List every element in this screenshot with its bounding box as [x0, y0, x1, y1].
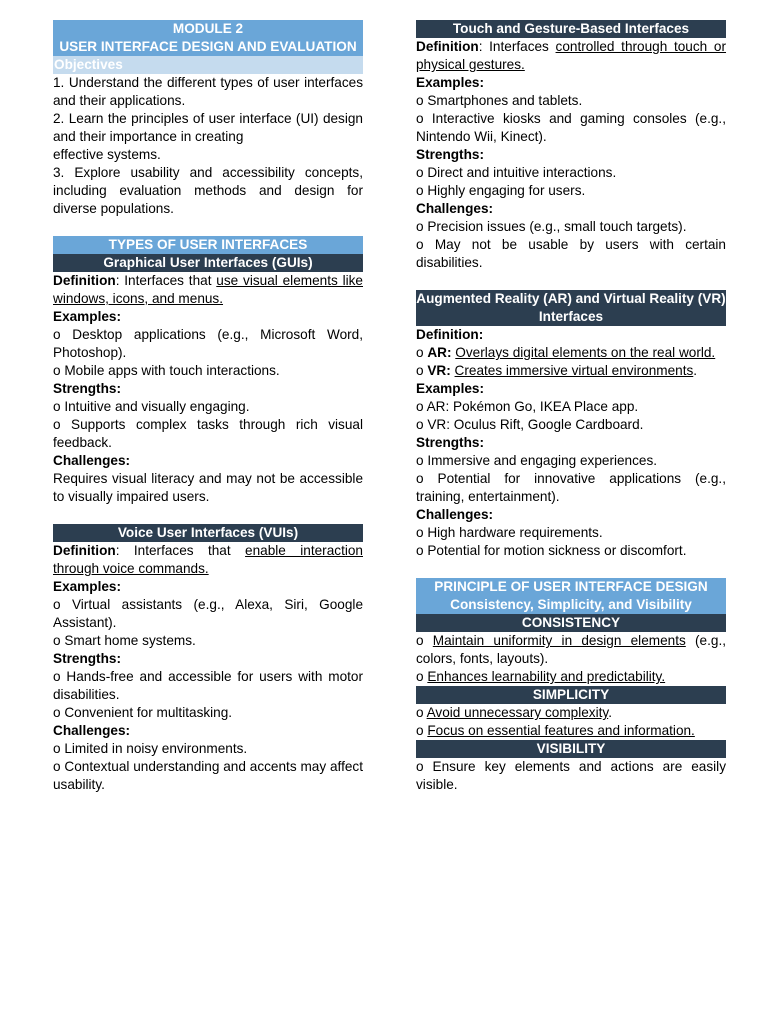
gui-examples-label: Examples — [53, 309, 117, 324]
arvr-challenge-1: o High hardware requirements. — [416, 525, 603, 540]
gui-strength-2: o Supports complex tasks through rich visual feedback. — [53, 417, 363, 450]
vui-strengths-label: Strengths — [53, 651, 117, 666]
left-column: MODULE 2 USER INTERFACE DESIGN AND EVALUATION Objectives 1. Understand the different types of user interfaces and their applications. 2. Learn the principles of user interface (UI) design and their importance in creating effective systems. 3. Explore usability and accessibility concepts, including evaluation methods and design for diverse populations. TYPES OF USER INTERFACES Graphical User Interfaces (GUIs) Definition: Interfaces that use visual elements like windows, icons, and menus. Examples: o Desktop applications (e.g., Microsoft Word, Photoshop). o Mobile apps with touch interactions. Strengths: o Intuitive and visually engaging. o Supports complex tasks through rich visual feedback. Challenges: Requires visual literacy and may not be accessible to visually impaired users. Voice User Interfaces (VUIs) Definition: Interfaces that enable interaction through voice commands. Examples: o Virtual assistants (e.g., Alexa, Siri, Google Assistant). o Smart home systems. Strengths: o Hands-free and accessible for users with motor disabilities. o Convenient for multitasking. Challenges: o Limited in noisy environments. o Contextual understanding and accents may affect usability. — [53, 21, 363, 792]
arvr-challenges-label: Challenges — [416, 507, 489, 522]
consistency-heading: CONSISTENCY — [416, 614, 726, 632]
visibility-heading: VISIBILITY — [416, 740, 726, 758]
gui-challenges-label: Challenges — [53, 453, 126, 468]
vui-heading: Voice User Interfaces (VUIs) — [53, 524, 363, 542]
right-column: Touch and Gesture-Based Interfaces Definition: Interfaces controlled through touch or physical gestures. Examples: o Smartphones and tablets. o Interactive kiosks and gaming consoles (e.g., Nintendo Wii, Kinect). Strengths: o Direct and intuitive interactions. o Highly engaging for users. Challenges: o Precision issues (e.g., small touch targets). o May not be usable by users with certain disabilities. Augmented Reality (AR) and Virtual Reality (VR) Interfaces Definition: o AR: Overlays digital elements on the real world. o VR: Creates immersive virtual environments. Examples: o AR: Pokémon Go, IKEA Place app. o VR: Oculus Rift, Google Cardboard. Strengths: o Immersive and engaging experiences. o Potential for innovative applications (e.g., training, entertainment). Challenges: o High hardware requirements. o Potential for motion sickness or discomfort. PRINCIPLE OF USER INTERFACE DESIGN Consistency, Simplicity, and Visibility CONSISTENCY o Maintain uniformity in design elements (e.g., colors, fonts, layouts). o Enhances learnability and predictability. SIMPLICITY o Avoid unnecessary complexity. o Focus on essential features and information. VISIBILITY o Ensure key elements and actions are easily visible. — [416, 21, 727, 792]
objective-1: 1. Understand the different types of user interfaces and their applications. — [53, 75, 363, 108]
simplicity-item-1: o Avoid unnecessary complexity. — [416, 705, 612, 720]
gui-heading: Graphical User Interfaces (GUIs) — [53, 254, 363, 272]
arvr-definition-label: Definition — [416, 327, 479, 342]
visibility-item-1: o Ensure key elements and actions are easily visible. — [416, 759, 726, 792]
consistency-item-1: o Maintain uniformity in design elements (e.g., colors, fonts, layouts). — [416, 633, 726, 666]
types-heading: TYPES OF USER INTERFACES — [53, 236, 363, 254]
gui-strengths-label: Strengths — [53, 381, 117, 396]
objective-3: 3. Explore usability and accessibility concepts, including evaluation methods and design for diverse populations. — [53, 165, 363, 216]
principles-subtitle: Consistency, Simplicity, and Visibility — [450, 597, 692, 612]
touch-challenge-2: o May not be usable by users with certain disabilities. — [416, 237, 726, 270]
vui-challenges-label: Challenges — [53, 723, 126, 738]
touch-challenges-label: Challenges — [416, 201, 489, 216]
vui-example-2: o Smart home systems. — [53, 633, 196, 648]
vui-definition: Definition: Interfaces that enable interaction through voice commands. — [53, 543, 363, 576]
touch-definition: Definition: Interfaces controlled through touch or physical gestures. — [416, 39, 727, 72]
arvr-example-2: o VR: Oculus Rift, Google Cardboard. — [416, 417, 644, 432]
touch-challenge-1: o Precision issues (e.g., small touch targets). — [416, 219, 687, 234]
gui-definition: Definition: Interfaces that use visual elements like windows, icons, and menus. — [53, 273, 363, 306]
touch-example-2: o Interactive kiosks and gaming consoles (e.g., Nintendo Wii, Kinect). — [416, 111, 726, 144]
touch-strength-2: o Highly engaging for users. — [416, 183, 586, 198]
vui-challenge-2: o Contextual understanding and accents may affect usability. — [53, 759, 363, 792]
vui-strength-1: o Hands-free and accessible for users with motor disabilities. — [53, 669, 363, 702]
principles-heading — [416, 578, 726, 614]
objective-2: 2. Learn the principles of user interface (UI) design and their importance in creating — [53, 111, 363, 144]
gui-strength-1: o Intuitive and visually engaging. — [53, 399, 250, 414]
vui-example-1: o Virtual assistants (e.g., Alexa, Siri, Google Assistant). — [53, 597, 363, 630]
module-title: USER INTERFACE DESIGN AND EVALUATION — [59, 39, 357, 54]
arvr-ar-definition: o AR: Overlays digital elements on the real world. — [416, 345, 716, 360]
gui-challenge-1: Requires visual literacy and may not be accessible to visually impaired users. — [53, 471, 363, 504]
gui-example-2: o Mobile apps with touch interactions. — [53, 363, 280, 378]
objectives-heading: Objectives — [53, 56, 363, 74]
arvr-strength-2: o Potential for innovative applications (e.g., training, entertainment). — [416, 471, 726, 504]
simplicity-heading: SIMPLICITY — [416, 686, 726, 704]
objective-2-cont: effective systems. — [53, 147, 161, 162]
gui-example-1: o Desktop applications (e.g., Microsoft Word, Photoshop). — [53, 327, 363, 360]
touch-example-1: o Smartphones and tablets. — [416, 93, 583, 108]
arvr-strength-1: o Immersive and engaging experiences. — [416, 453, 658, 468]
consistency-item-2: o Enhances learnability and predictability. — [416, 669, 666, 684]
vui-examples-label: Examples — [53, 579, 117, 594]
arvr-example-1: o AR: Pokémon Go, IKEA Place app. — [416, 399, 639, 414]
touch-examples-label: Examples — [416, 75, 480, 90]
touch-strengths-label: Strengths — [416, 147, 480, 162]
touch-strength-1: o Direct and intuitive interactions. — [416, 165, 617, 180]
vui-challenge-1: o Limited in noisy environments. — [53, 741, 248, 756]
vui-strength-2: o Convenient for multitasking. — [53, 705, 233, 720]
simplicity-item-2: o Focus on essential features and information. — [416, 723, 695, 738]
arvr-strengths-label: Strengths — [416, 435, 480, 450]
arvr-examples-label: Examples — [416, 381, 480, 396]
principles-title: PRINCIPLE OF USER INTERFACE DESIGN — [434, 579, 708, 594]
arvr-vr-definition: o VR: Creates immersive virtual environments. — [416, 363, 698, 378]
module-header — [53, 20, 363, 56]
arvr-challenge-2: o Potential for motion sickness or discomfort. — [416, 543, 687, 558]
module-number: MODULE 2 — [172, 21, 244, 36]
touch-heading: Touch and Gesture-Based Interfaces — [416, 20, 726, 38]
arvr-heading: Augmented Reality (AR) and Virtual Reality (VR) Interfaces — [416, 291, 726, 324]
